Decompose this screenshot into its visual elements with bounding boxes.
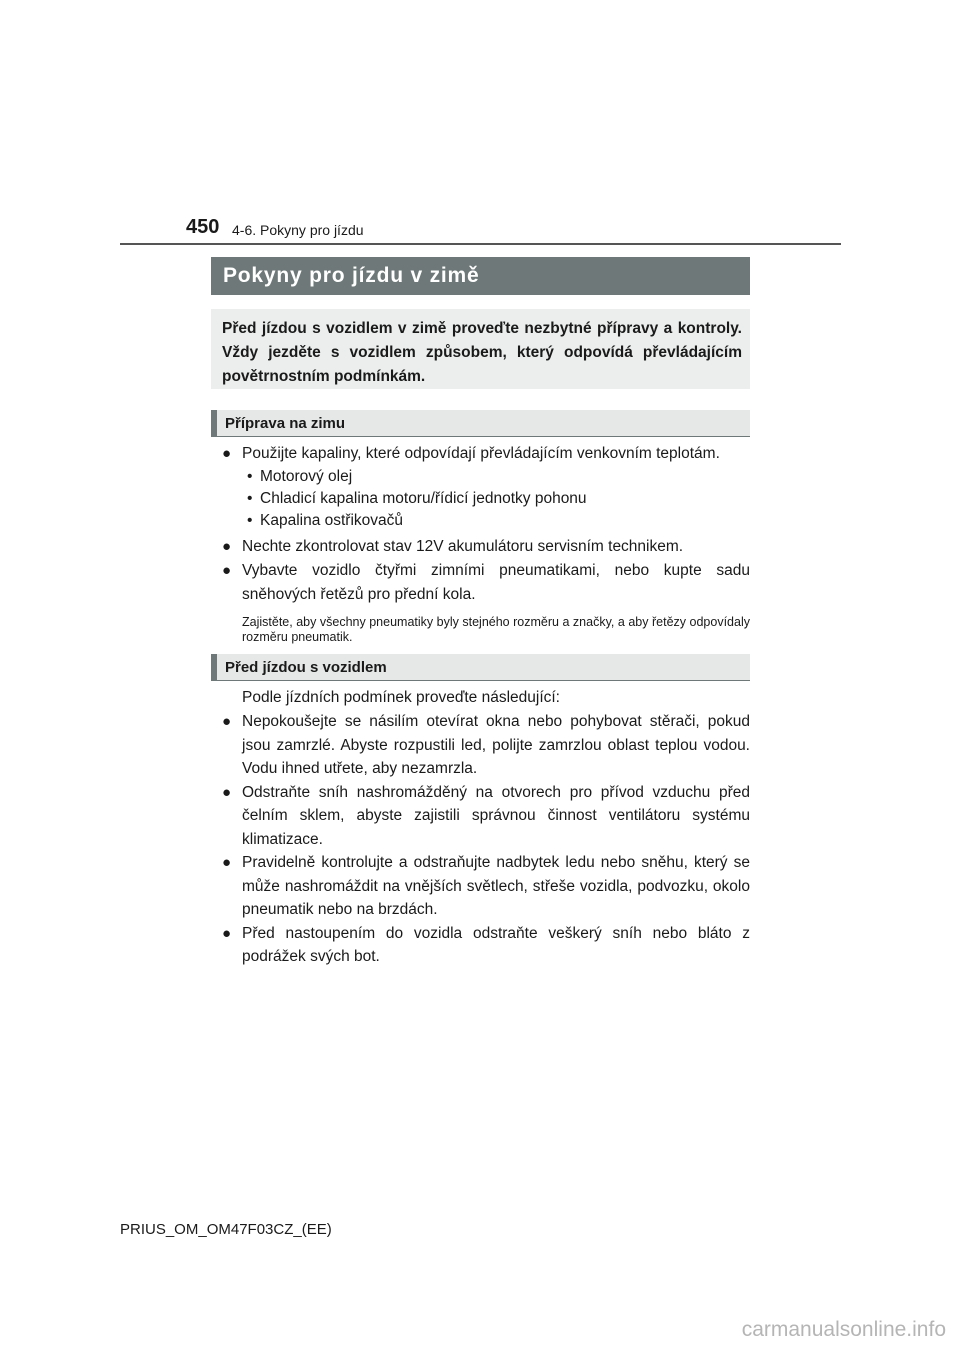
bullet-icon: ● [222, 783, 232, 801]
winter-prep-content [222, 442, 750, 645]
bullet-icon: ● [222, 537, 232, 555]
section-reference: 4-6. Pokyny pro jízdu [232, 222, 364, 238]
list-item-text: Použijte kapaliny, které odpovídají převládajícím venkovním teplotám. [242, 445, 720, 462]
list-item [222, 922, 750, 969]
page-number: 450 [186, 216, 220, 238]
bullet-icon: ● [222, 854, 232, 871]
list-item [222, 851, 750, 922]
section-heading-before-driving: Před jízdou s vozidlem [211, 654, 750, 681]
list-item-text: Nepokoušejte se násilím otevírat okna nebo pohybovat stěrači, pokud jsou zamrzlé. Abyste rozpustili led, polijte zamrzlou oblast teplou vodou. Vodu ihned utřete, aby nezamrzla. [242, 713, 750, 777]
intro-box: Před jízdou s vozidlem v zimě proveďte nezbytné přípravy a kontroly. Vždy jezděte s vozidlem způsobem, který odpovídá převládajícím povětrnostním podmínkám. [211, 309, 750, 389]
note-text: Zajistěte, aby všechny pneumatiky byly stejného rozměru a značky, a aby řetězy odpovídaly rozměru pneumatik. [242, 615, 750, 644]
header-rule [120, 243, 841, 245]
sub-bullet-icon: • [247, 467, 253, 485]
sub-list-item-text: Chladicí kapalina motoru/řídicí jednotky pohonu [260, 489, 587, 507]
bullet-icon: ● [222, 562, 232, 579]
list-item-text: Odstraňte sníh nashromážděný na otvorech pro přívod vzduchu před čelním sklem, abyste zajistili správnou činnost ventilátoru systému klimatizace. [242, 783, 750, 848]
list-item-text: Pravidelně kontrolujte a odstraňujte nadbytek ledu nebo sněhu, který se může nashromáždit na vnějších světlech, střeše vozidla, podvozku, okolo pneumatik nebo na brzdách. [242, 854, 750, 918]
sub-list-item [222, 488, 750, 510]
page-title: Pokyny pro jízdu v zimě [211, 257, 750, 295]
bullet-icon: ● [222, 924, 232, 942]
list-item [222, 442, 750, 466]
list-item [222, 710, 750, 781]
list-item-text: Před nastoupením do vozidla odstraňte veškerý sníh nebo bláto z podrážek svých bot. [242, 924, 750, 965]
bullet-icon: ● [222, 445, 232, 462]
list-item [222, 535, 750, 559]
sub-bullet-icon: • [247, 511, 253, 529]
section-heading-winter-prep: Příprava na zimu [211, 410, 750, 437]
footer-document-code: PRIUS_OM_OM47F03CZ_(EE) [120, 1221, 332, 1238]
list-item [222, 781, 750, 852]
lead-text: Podle jízdních podmínek proveďte následující: [242, 689, 560, 706]
sub-list-item-text: Kapalina ostřikovačů [260, 511, 404, 529]
watermark: carmanualsonline.info [741, 1318, 946, 1341]
bullet-icon: ● [222, 713, 232, 730]
list-item [222, 559, 750, 606]
sub-list-item-text: Motorový olej [260, 467, 353, 485]
sub-list-item [222, 510, 750, 532]
list-item-text: Nechte zkontrolovat stav 12V akumulátoru servisním technikem. [242, 537, 684, 555]
sub-list-item [222, 466, 750, 488]
sub-bullet-icon: • [247, 489, 253, 507]
list-item-text: Vybavte vozidlo čtyřmi zimními pneumatikami, nebo kupte sadu sněhových řetězů pro přední kola. [242, 562, 750, 603]
before-driving-content [222, 686, 750, 969]
